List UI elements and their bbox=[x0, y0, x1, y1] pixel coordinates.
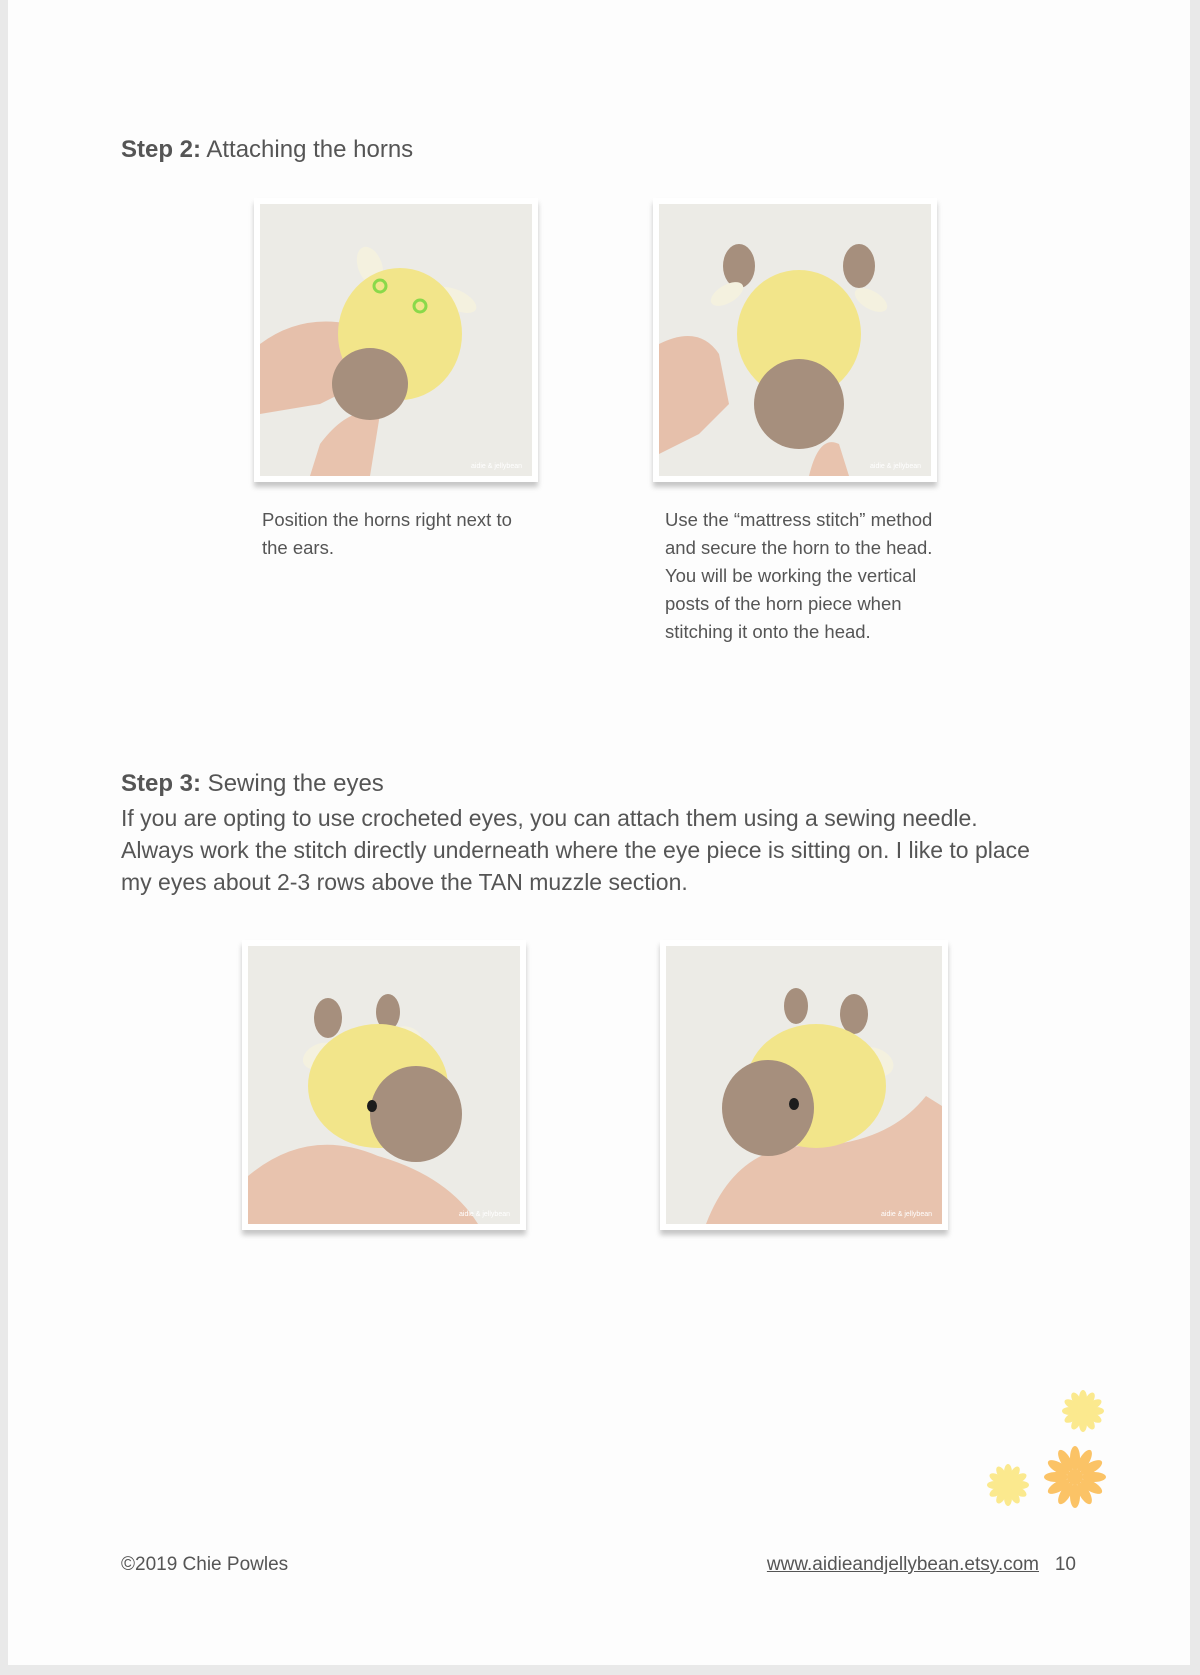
step3-instructions: If you are opting to use crocheted eyes, you can attach them using a sewing needle. Always work the stitch directly underneath where the eye piece is sitting on. I like to place my eyes about 2-3 rows above the TAN muzzle section. bbox=[121, 805, 1030, 895]
watermark: aidie & jellybean bbox=[459, 1211, 510, 1218]
giraffe-head-front-image bbox=[659, 204, 931, 476]
step2-photo-position-horns bbox=[254, 198, 538, 482]
step2-heading bbox=[121, 136, 413, 164]
pattern-page bbox=[8, 0, 1190, 1665]
flower-icon bbox=[1062, 1390, 1104, 1432]
giraffe-head-with-eye-right-image bbox=[666, 946, 942, 1224]
step2-caption-1: Position the horns right next to the ears. bbox=[262, 509, 512, 558]
eye-dot bbox=[789, 1098, 799, 1110]
step3-label: Step 3: bbox=[121, 770, 202, 797]
step3-heading bbox=[121, 770, 384, 798]
step3-photo-left-view bbox=[242, 940, 526, 1230]
giraffe-head-side-image bbox=[260, 204, 532, 476]
eye-dot bbox=[367, 1100, 377, 1112]
watermark: aidie & jellybean bbox=[870, 463, 921, 470]
website-link[interactable]: www.aidieandjellybean.etsy.com bbox=[766, 1554, 1040, 1575]
step3-title: Sewing the eyes bbox=[201, 770, 384, 797]
step2-title: Attaching the horns bbox=[201, 136, 414, 163]
watermark: aidie & jellybean bbox=[881, 1211, 932, 1218]
step2-photo-mattress-stitch bbox=[653, 198, 937, 482]
copyright-text: ©2019 Chie Powles bbox=[121, 1554, 289, 1575]
step2-label: Step 2: bbox=[121, 136, 202, 163]
step2-caption-2: Use the “mattress stitch” method and secure the horn to the head. You will be working the vertical posts of the horn piece when stitching it onto the head. bbox=[665, 509, 933, 642]
page-number bbox=[1044, 1554, 1076, 1575]
page-number-value: 10 bbox=[1054, 1554, 1076, 1575]
footer-right bbox=[767, 1554, 1076, 1576]
flower-icon bbox=[987, 1464, 1029, 1506]
giraffe-head-with-eye-left-image bbox=[248, 946, 520, 1224]
watermark: aidie & jellybean bbox=[471, 463, 522, 470]
decorative-flowers-icon bbox=[983, 1385, 1113, 1515]
step3-photo-right-view bbox=[660, 940, 948, 1230]
flower-icon bbox=[1044, 1446, 1106, 1508]
